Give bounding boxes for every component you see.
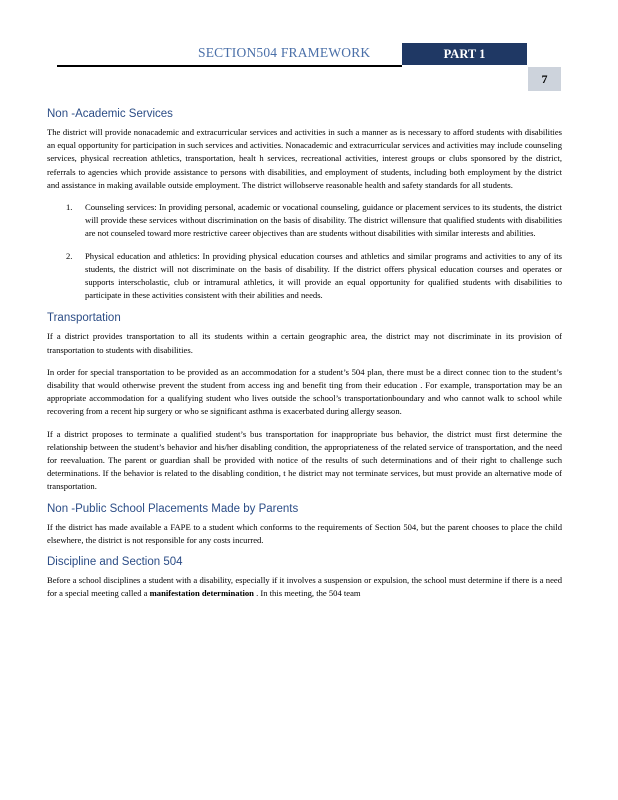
discipline-text-before: Before a school disciplines a student with a disability, especially if it involves a suspension or expulsion, the school must determine if there is a need for a special meeting called a: [47, 575, 562, 599]
paragraph-transportation-3: If a district proposes to terminate a qualified student’s bus transportation for inappropriate bus behavior, the district must first determine the relationship between the student’s behavior and his/her disabling condition, the appropriateness of the related service of transportation, and the need for reevaluation. The parent or guardian shall be provided with notice of the results of such determinations and of their right to challenge such determinations. If the behavior is related to the disabling condition, t he district may not terminate services, but must provide an alternative mode of transportation.: [47, 428, 562, 492]
paragraph-transportation-2: In order for special transportation to be provided as an accommodation for a student’s 504 plan, there must be a direct connec tion to the student’s disability that would otherwise prevent the student from access ing and benefit ting from their education . For example, transportation may be an appropriate accommodation for a qualifying student who lives outside the school’s transportationboundary and who cannot walk to school while recovering from a recent hip surgery or who se significant asthma is exacerbated during allergy season.: [47, 366, 562, 417]
heading-non-public-placements: Non -Public School Placements Made by Parents: [47, 502, 299, 515]
paragraph-non-academic: The district will provide nonacademic and extracurricular services and activities in such a manner as is necessary to afford students with disabilities an equal opportunity for participation in such services and activities. Nonacademic and extracurricular services and activities may include counseling services, physical recreation athletics, transportation, healt h services, recreational activities, interest groups or clubs sponsored by the district, referrals to agencies which provide assistance to persons with disabilities, and employment of students, including both employment by the district and assistance in making available outside employment. The district willobserve reasonable health and safety standards for all students.: [47, 127, 562, 190]
list-item-number: 1.: [66, 202, 73, 213]
list-item-text: Physical education and athletics: In providing physical education courses and athletics and similar programs and activities to any of its students, the district will not discriminate on the basis of disability. If the district offers physical education courses and operates or supports interscholastic, club or intramural athletics, it will provide an equal opportunity for qualified students with disabilities to participate in these activities consistent with their abilities and needs.: [85, 250, 562, 301]
list-item: [47, 201, 562, 241]
paragraph-discipline: [47, 574, 562, 600]
paragraph-non-public: If the district has made available a FAPE to a student which conforms to the requirements of Section 504, but the parent chooses to place the child elsewhere, the district is not responsible for any costs incurred.: [47, 521, 562, 545]
page-body: [47, 108, 562, 609]
manifestation-determination-term: manifestation determination: [149, 588, 254, 599]
heading-non-academic-services: Non -Academic Services: [47, 108, 173, 120]
list-item-number: 2.: [66, 250, 73, 261]
part-label: PART 1: [402, 43, 527, 65]
heading-transportation: Transportation: [47, 312, 121, 325]
non-academic-list: [47, 201, 562, 302]
list-item-text: Counseling services: In providing personal, academic or vocational counseling, guidance or placement services to its students, the district will provide these services without discrimination on the basis of disability. The district willensure that qualified students with disabilities are not counseled toward more restrictive career objectives than are students without disabilities with similar interests and abilities.: [85, 202, 562, 239]
paragraph-transportation-1: If a district provides transportation to all its students within a certain geographic area, the district may not discriminate in its provision of transportation to students with disabilities.: [47, 331, 562, 355]
page-number: 7: [528, 67, 561, 91]
section-title: SECTION504 FRAMEWORK: [198, 45, 371, 60]
heading-discipline: Discipline and Section 504: [47, 556, 183, 569]
discipline-text-after: . In this meeting, the 504 team: [253, 588, 361, 599]
header-rule: [57, 65, 402, 67]
list-item: [47, 250, 562, 303]
